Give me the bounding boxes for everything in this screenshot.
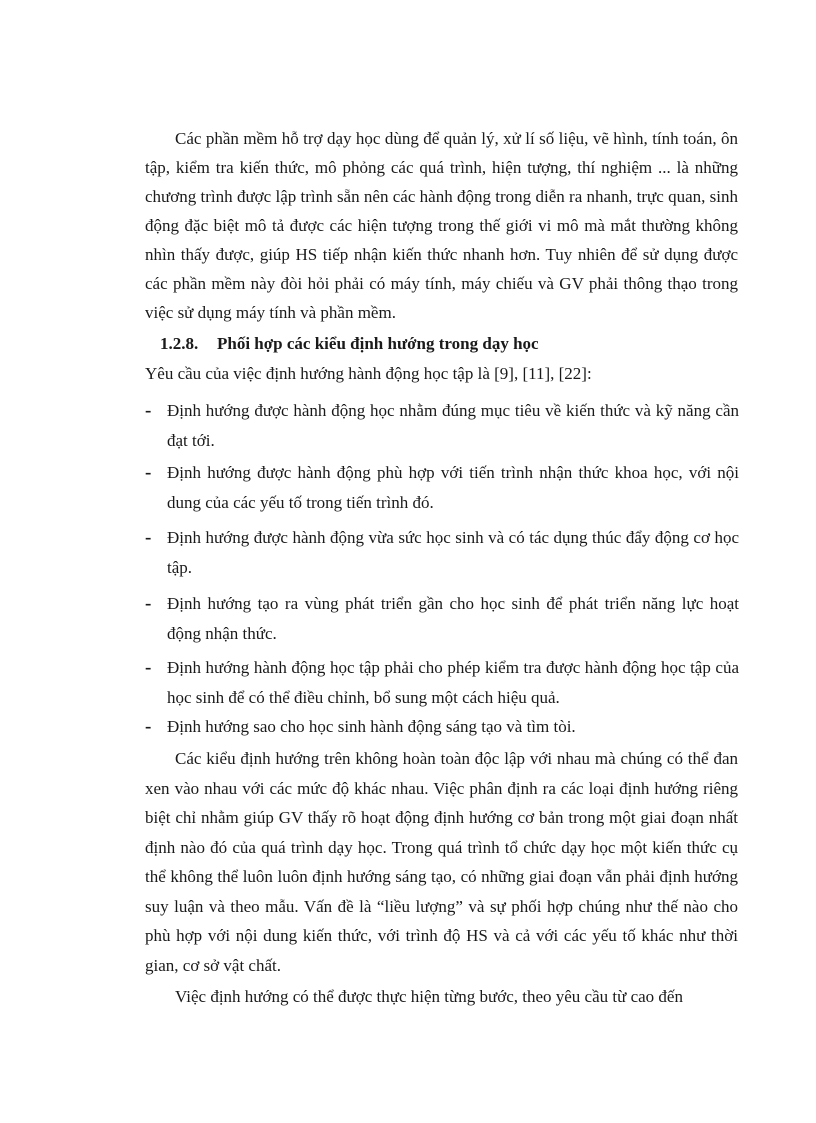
dash-marker: - [145,462,152,483]
list-item [145,458,745,518]
section-title: Phối hợp các kiểu định hướng trong dạy học [217,334,539,353]
list-item-text: Định hướng hành động học tập phải cho phép kiểm tra được hành động học tập của học sinh để có thể điều chỉnh, bổ sung một cách hiệu quả. [167,658,739,707]
list-item-text: Định hướng sao cho học sinh hành động sáng tạo và tìm tòi. [167,717,576,736]
list-item-text: Định hướng tạo ra vùng phát triển gần cho học sinh để phát triển năng lực hoạt động nhận thức. [167,594,739,643]
paragraph-stepwise-orientation: Việc định hướng có thể được thực hiện từng bước, theo yêu cầu từ cao đến [175,987,683,1006]
dash-marker: - [145,716,152,737]
list-item-text: Định hướng được hành động học nhằm đúng mục tiêu về kiến thức và kỹ năng cần đạt tới. [167,401,739,450]
dash-marker: - [145,593,152,614]
paragraph-software-tools: Các phần mềm hỗ trợ dạy học dùng để quản lý, xử lí số liệu, vẽ hình, tính toán, ôn tập, kiểm tra kiến thức, mô phỏng các quá trình, hiện tượng, thí nghiệm ... là những chương trình được lập trình sẵn nên các hành động trong diễn ra nhanh, trực quan, sinh động đặc biệt mô tả được các hiện tượng trong thế giới vi mô mà mắt thường không nhìn thấy được, giúp HS tiếp nhận kiến thức nhanh hơn. Tuy nhiên để sử dụng được các phần mềm này đòi hỏi phải có máy tính, máy chiếu và GV phải thông thạo trong việc sử dụng máy tính và phần mềm. [145,129,738,322]
list-item [145,653,745,713]
dash-marker: - [145,657,152,678]
dash-marker: - [145,400,152,421]
list-item-text: Định hướng được hành động vừa sức học sinh và có tác dụng thúc đẩy động cơ học tập. [167,528,739,577]
paragraph-orientation-types: Các kiểu định hướng trên không hoàn toàn độc lập với nhau mà chúng có thể đan xen vào nhau với các mức độ khác nhau. Việc phân định ra các loại định hướng riêng biệt chỉ nhằm giúp GV thấy rõ hoạt động định hướng cơ bản trong một giai đoạn nhất định nào đó của quá trình dạy học. Trong quá trình tổ chức dạy học một kiến thức cụ thể không thể luôn luôn định hướng sáng tạo, có những giai đoạn vẫn phải định hướng suy luận và theo mẫu. Vấn đề là “liều lượng” và sự phối hợp chúng như thế nào cho phù hợp với nội dung kiến thức, với trình độ HS và cả với các yếu tố khác như thời gian, cơ sở vật chất. [145,749,738,975]
list-item-text: Định hướng được hành động phù hợp với tiến trình nhận thức khoa học, với nội dung của các yếu tố trong tiến trình đó. [167,463,739,512]
list-intro: Yêu cầu của việc định hướng hành động học tập là [9], [11], [22]: [145,364,592,383]
list-item [145,523,745,583]
list-item [145,396,745,456]
list-item [145,589,745,649]
section-number: 1.2.8. [160,334,199,353]
section-heading [160,332,539,356]
dash-marker: - [145,527,152,548]
list-item [145,712,745,742]
